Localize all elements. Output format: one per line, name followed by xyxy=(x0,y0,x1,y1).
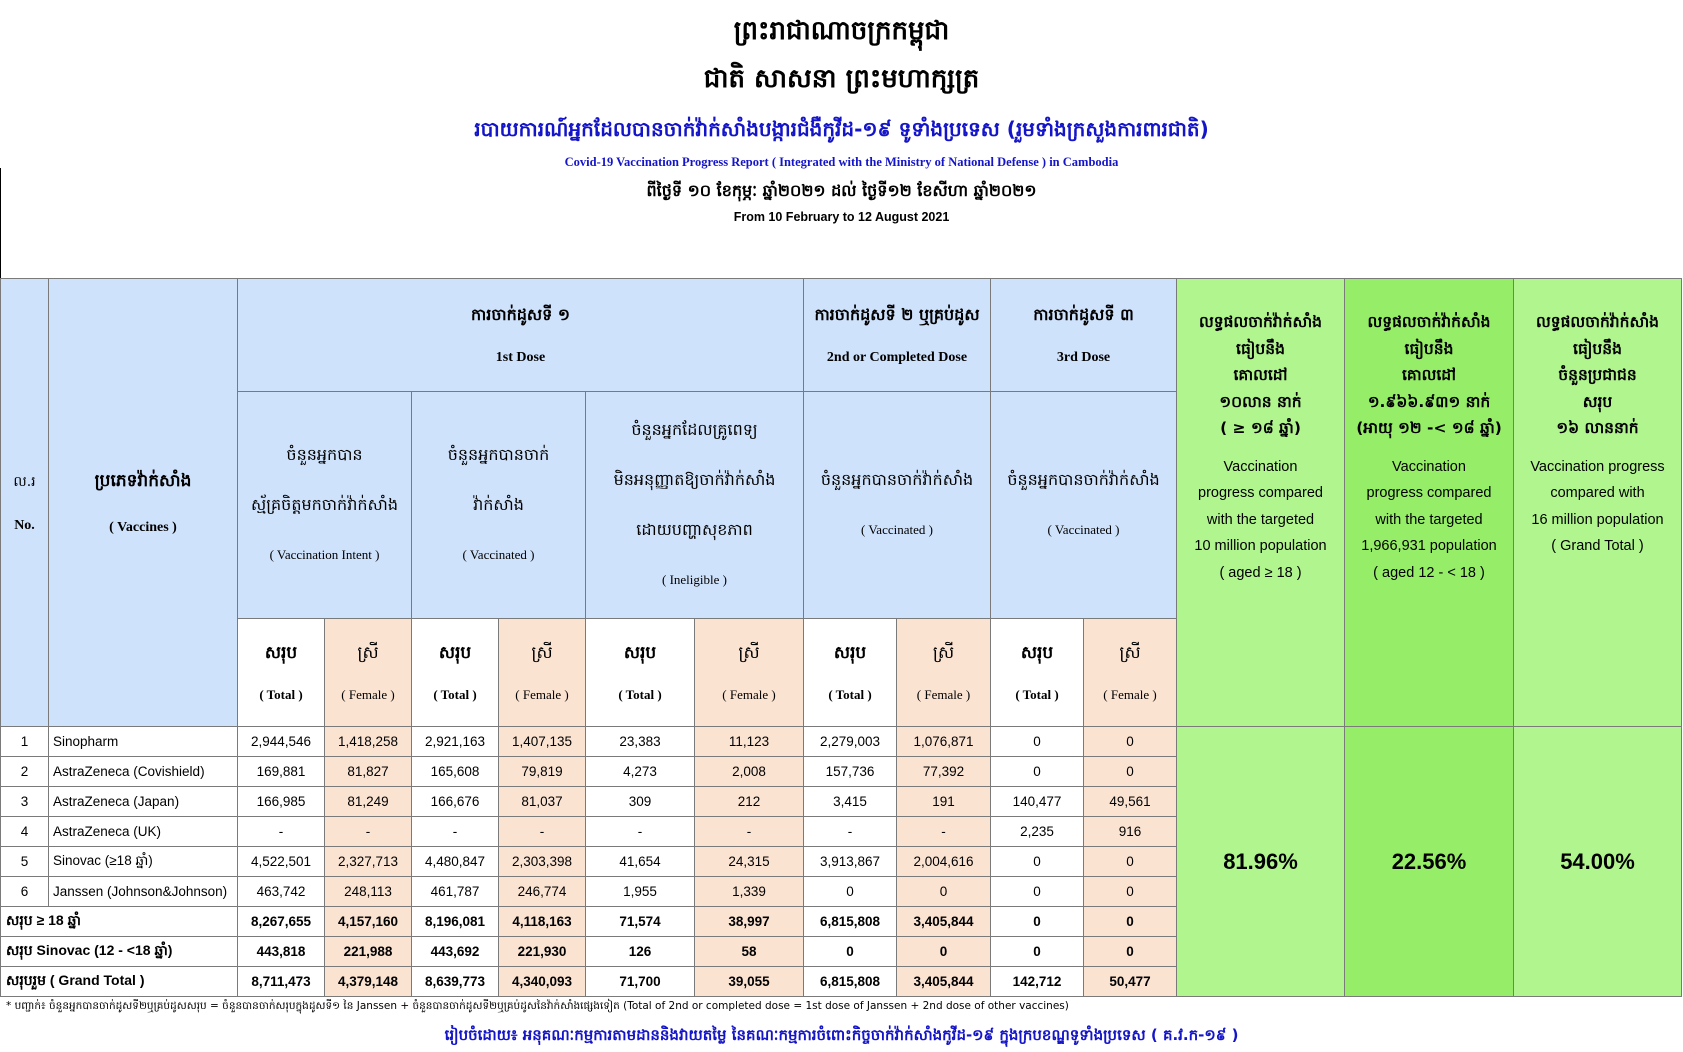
prepared-by-footer: រៀបចំដោយ៖ អនុគណៈកម្មការតាមដាននិងវាយតម្លៃ នៃគណៈកម្មការចំពោះកិច្ចចាក់វ៉ាក់សាំងកូវីដ-១៩ ក្នុងក្របខណ្ឌទូទាំងប្រទេស ( គ.វ.ក-១៩ ) xyxy=(444,1026,1239,1044)
table-cell: 50,477 xyxy=(1084,967,1177,997)
header-female xyxy=(897,619,991,727)
progress-adult-en-3: with the targeted xyxy=(1206,511,1315,528)
report-title-en: Covid-19 Vaccination Progress Report ( Integrated with the Ministry of National Defense ) in Cambodia xyxy=(564,155,1119,169)
table-row xyxy=(1,727,1682,757)
table-cell: 2,279,003 xyxy=(804,727,897,757)
report-title-kh: របាយការណ៍អ្នកដែលបានចាក់វ៉ាក់សាំងបង្ការជំងឺកូវីដ-១៩ ទូទាំងប្រទេស (រួមទាំងក្រសួងការពារជាតិ) xyxy=(474,117,1209,141)
progress-adult-kh-4: ១០លាន នាក់ xyxy=(1219,392,1302,411)
table-cell: 4,480,847 xyxy=(412,847,499,877)
table-cell: 246,774 xyxy=(499,877,586,907)
header-dose1 xyxy=(238,279,804,392)
table-cell: 443,818 xyxy=(238,937,325,967)
total-label: សរុប Sinovac (12 - <18 ឆ្នាំ) xyxy=(1,937,238,967)
table-cell: 3,405,844 xyxy=(897,907,991,937)
table-cell: 4,340,093 xyxy=(499,967,586,997)
header-female-en: ( Female ) xyxy=(722,687,776,702)
table-cell: 166,985 xyxy=(238,787,325,817)
header-female-kh: ស្រី xyxy=(531,643,553,663)
table-cell: - xyxy=(804,817,897,847)
table-cell: 0 xyxy=(991,907,1084,937)
table-cell: 1,076,871 xyxy=(897,727,991,757)
table-cell: - xyxy=(695,817,804,847)
table-cell: 463,742 xyxy=(238,877,325,907)
header-total-kh: សរុប xyxy=(1020,643,1054,663)
header-female-en: ( Female ) xyxy=(515,687,569,702)
table-cell: 4,379,148 xyxy=(325,967,412,997)
header-total-en: ( Total ) xyxy=(433,687,477,702)
progress-adult-kh-3: គោលដៅ xyxy=(1233,366,1288,384)
header-vaccinated-dose1-kh-2: វ៉ាក់សាំង xyxy=(473,495,524,514)
progress-youth-kh-4: ១.៩៦៦.៩៣១ នាក់ xyxy=(1367,392,1491,411)
progress-value-total: 54.00% xyxy=(1514,727,1682,997)
table-cell: 8,639,773 xyxy=(412,967,499,997)
header-vaccinated-dose3-kh: ចំនួនអ្នកបានចាក់វ៉ាក់សាំង xyxy=(1007,470,1160,489)
header-female-en: ( Female ) xyxy=(341,687,395,702)
progress-total-en-3: 16 million population xyxy=(1531,511,1664,528)
header-female-en: ( Female ) xyxy=(916,687,971,702)
header-total-kh: សរុប xyxy=(833,643,867,663)
table-cell: - xyxy=(412,817,499,847)
progress-youth-kh-5: (អាយុ ១២ -< ១៨ ឆ្នាំ) xyxy=(1356,419,1502,437)
table-cell: 0 xyxy=(897,937,991,967)
table-cell: 0 xyxy=(991,937,1084,967)
progress-total-en-2: compared with xyxy=(1550,485,1645,501)
header-dose3-en: 3rd Dose xyxy=(1056,350,1111,365)
header-progress-youth xyxy=(1345,279,1514,727)
progress-youth-kh-2: ធៀបនឹង xyxy=(1404,339,1454,358)
table-cell: 23,383 xyxy=(586,727,695,757)
progress-youth-en-3: with the targeted xyxy=(1375,511,1483,528)
date-range-en: From 10 February to 12 August 2021 xyxy=(733,210,950,224)
header-vaccinated-dose2-en: ( Vaccinated ) xyxy=(861,522,933,537)
header-female-kh: ស្រី xyxy=(1119,643,1141,663)
vaccine-name: AstraZeneca (Covishield) xyxy=(49,757,238,787)
table-cell: 2,921,163 xyxy=(412,727,499,757)
header-female-en: ( Female ) xyxy=(1103,687,1157,702)
header-vaccinated-dose2-kh: ចំនួនអ្នកបានចាក់វ៉ាក់សាំង xyxy=(820,470,974,489)
footnote: * បញ្ជាក់៖ ចំនួនអ្នកបានចាក់ដូសទី២ឬគ្រប់ដូសសរុប = ចំនួនបានចាក់សរុបក្នុងដូសទី១ នៃ Janssen + ចំនួនបានចាក់ដូសទី២ឬគ្រប់ដូសនៃវ៉ាក់សាំងផ្សេងទៀត (Total of 2nd or completed dose = 1st dose of Janssen + 2nd dose of other vaccines) xyxy=(6,1000,1069,1012)
table-cell: 1,955 xyxy=(586,877,695,907)
vaccine-name: Sinopharm xyxy=(49,727,238,757)
table-cell: 0 xyxy=(991,877,1084,907)
header-female xyxy=(695,619,804,727)
progress-youth-en-5: ( aged 12 - < 18 ) xyxy=(1373,564,1485,581)
header-vaccinated-dose1 xyxy=(412,392,586,619)
progress-youth-en-1: Vaccination xyxy=(1392,458,1466,475)
table-cell: 157,736 xyxy=(804,757,897,787)
header-progress-adult xyxy=(1177,279,1345,727)
table-cell: 39,055 xyxy=(695,967,804,997)
table-cell: 1,418,258 xyxy=(325,727,412,757)
table-cell: 41,654 xyxy=(586,847,695,877)
table-cell: 79,819 xyxy=(499,757,586,787)
table-cell: 166,676 xyxy=(412,787,499,817)
progress-adult-kh-1: លទ្ធផលចាក់វ៉ាក់សាំង xyxy=(1199,313,1322,331)
header-female xyxy=(325,619,412,727)
table-cell: - xyxy=(499,817,586,847)
progress-adult-kh-2: ធៀបនឹង xyxy=(1236,339,1285,358)
table-cell: 81,037 xyxy=(499,787,586,817)
header-intent-en: ( Vaccination Intent ) xyxy=(269,547,380,562)
row-number: 2 xyxy=(1,757,49,787)
header-vaccinated-dose1-kh-1: ចំនួនអ្នកបានចាក់ xyxy=(447,445,550,464)
progress-total-en-4: ( Grand Total ) xyxy=(1551,538,1644,554)
table-cell: 71,700 xyxy=(586,967,695,997)
table-cell: 212 xyxy=(695,787,804,817)
total-label: សរុប ≥ 18 ឆ្នាំ xyxy=(1,907,238,937)
header-female xyxy=(1084,619,1177,727)
table-cell: 3,913,867 xyxy=(804,847,897,877)
header-no-kh: ល.រ xyxy=(13,473,36,490)
table-cell: 916 xyxy=(1084,817,1177,847)
header-vaccines xyxy=(49,279,238,727)
table-cell: 1,339 xyxy=(695,877,804,907)
table-cell: 4,157,160 xyxy=(325,907,412,937)
motto-heading: ជាតិ សាសនា ព្រះមហាក្សត្រ xyxy=(703,64,980,94)
table-cell: 2,235 xyxy=(991,817,1084,847)
header-dose1-kh: ការចាក់ដូសទី ១ xyxy=(471,305,570,324)
row-number: 4 xyxy=(1,817,49,847)
progress-adult-en-4: 10 million population xyxy=(1194,538,1327,554)
progress-total-kh-4: សរុប xyxy=(1582,392,1613,411)
header-vaccinated-dose3 xyxy=(991,392,1177,619)
header-total-en: ( Total ) xyxy=(828,687,872,702)
header-ineligible-en: ( Ineligible ) xyxy=(662,572,727,587)
table-cell: 4,522,501 xyxy=(238,847,325,877)
table-cell: 38,997 xyxy=(695,907,804,937)
table-cell: 0 xyxy=(1084,877,1177,907)
header-total xyxy=(412,619,499,727)
table-cell: 309 xyxy=(586,787,695,817)
header-dose3-kh: ការចាក់ដូសទី ៣ xyxy=(1033,305,1134,324)
header-dose2 xyxy=(804,279,991,392)
table-cell: 248,113 xyxy=(325,877,412,907)
table-cell: 0 xyxy=(1084,907,1177,937)
vaccine-name: AstraZeneca (UK) xyxy=(49,817,238,847)
header-female xyxy=(499,619,586,727)
progress-total-kh-5: ១៦ លាននាក់ xyxy=(1556,419,1639,437)
progress-adult-en-2: progress compared xyxy=(1198,485,1323,501)
header-total-kh: សរុប xyxy=(264,643,298,663)
table-body xyxy=(1,727,1682,997)
row-number: 6 xyxy=(1,877,49,907)
header-dose3 xyxy=(991,279,1177,392)
table-cell: 3,405,844 xyxy=(897,967,991,997)
header-total-en: ( Total ) xyxy=(618,687,662,702)
header-total xyxy=(238,619,325,727)
table-cell: 126 xyxy=(586,937,695,967)
table-cell: 221,930 xyxy=(499,937,586,967)
progress-adult-kh-5: ( ≥ ១៨ ឆ្នាំ) xyxy=(1220,419,1301,437)
progress-total-kh-1: លទ្ធផលចាក់វ៉ាក់សាំង xyxy=(1536,313,1659,331)
vaccine-name: AstraZeneca (Japan) xyxy=(49,787,238,817)
header-no-en: No. xyxy=(14,517,35,533)
header-progress-total xyxy=(1514,279,1682,727)
header-vaccinated-dose1-en: ( Vaccinated ) xyxy=(462,547,535,562)
row-number: 1 xyxy=(1,727,49,757)
progress-youth-en-2: progress compared xyxy=(1366,485,1492,501)
progress-youth-kh-1: លទ្ធផលចាក់វ៉ាក់សាំង xyxy=(1367,313,1491,331)
table-cell: 142,712 xyxy=(991,967,1084,997)
table-cell: 49,561 xyxy=(1084,787,1177,817)
table-cell: 2,944,546 xyxy=(238,727,325,757)
table-cell: 0 xyxy=(1084,757,1177,787)
date-range-kh: ពីថ្ងៃទី ១០ ខែកុម្ភៈ ឆ្នាំ២០២១ ដល់ ថ្ងៃទី១២ ខែសីហា ឆ្នាំ២០២១ xyxy=(646,181,1037,200)
vaccine-name: Janssen (Johnson&Johnson) xyxy=(49,877,238,907)
table-cell: 0 xyxy=(1084,727,1177,757)
table-cell: 24,315 xyxy=(695,847,804,877)
table-cell: 3,415 xyxy=(804,787,897,817)
table-cell: 443,692 xyxy=(412,937,499,967)
header-total xyxy=(586,619,695,727)
table-cell: 6,815,808 xyxy=(804,967,897,997)
header-dose2-en: 2nd or Completed Dose xyxy=(826,350,968,365)
header-vaccinated-dose2 xyxy=(804,392,991,619)
header-intent-kh-2: ស្ម័គ្រចិត្តមកចាក់វ៉ាក់សាំង xyxy=(251,495,398,514)
header-total-kh: សរុប xyxy=(623,643,657,663)
progress-adult-en-5: ( aged ≥ 18 ) xyxy=(1219,564,1302,581)
header-total-en: ( Total ) xyxy=(259,687,303,702)
table-cell: 461,787 xyxy=(412,877,499,907)
table-cell: 0 xyxy=(1084,847,1177,877)
header-vaccinated-dose3-en: ( Vaccinated ) xyxy=(1047,522,1120,537)
table-cell: - xyxy=(325,817,412,847)
table-cell: 191 xyxy=(897,787,991,817)
header-intent-kh-1: ចំនួនអ្នកបាន xyxy=(286,445,363,464)
table-cell: 0 xyxy=(897,877,991,907)
table-cell: 0 xyxy=(991,727,1084,757)
header-total xyxy=(991,619,1084,727)
progress-youth-en-4: 1,966,931 population xyxy=(1361,538,1497,554)
table-cell: 0 xyxy=(804,877,897,907)
table-cell: 165,608 xyxy=(412,757,499,787)
table-cell: 58 xyxy=(695,937,804,967)
table-cell: 11,123 xyxy=(695,727,804,757)
header-ineligible-kh-1: ចំនួនអ្នកដែលគ្រូពេទ្យ xyxy=(631,420,758,439)
table-cell: 140,477 xyxy=(991,787,1084,817)
progress-total-kh-2: ធៀបនឹង xyxy=(1573,339,1622,358)
table-cell: 2,303,398 xyxy=(499,847,586,877)
progress-value-youth: 22.56% xyxy=(1345,727,1514,997)
table-cell: 71,574 xyxy=(586,907,695,937)
table-cell: 2,004,616 xyxy=(897,847,991,877)
table-cell: 8,196,081 xyxy=(412,907,499,937)
header-ineligible xyxy=(586,392,804,619)
progress-youth-kh-3: គោលដៅ xyxy=(1401,366,1457,384)
header-dose2-kh: ការចាក់ដូសទី ២ ឬគ្រប់ដូស xyxy=(814,305,980,324)
table-cell: 77,392 xyxy=(897,757,991,787)
vaccine-name: Sinovac (≥18 ឆ្នាំ) xyxy=(49,847,238,877)
header-dose1-en: 1st Dose xyxy=(495,350,546,365)
header-no xyxy=(1,279,49,727)
header-total-en: ( Total ) xyxy=(1015,687,1059,702)
table-cell: 4,273 xyxy=(586,757,695,787)
header-total xyxy=(804,619,897,727)
header-female-kh: ស្រី xyxy=(932,643,955,663)
table-cell: 0 xyxy=(991,757,1084,787)
header-female-kh: ស្រី xyxy=(357,643,379,663)
row-number: 5 xyxy=(1,847,49,877)
vaccination-table xyxy=(0,278,1682,997)
progress-value-adult: 81.96% xyxy=(1177,727,1345,997)
table-cell: 1,407,135 xyxy=(499,727,586,757)
row-number: 3 xyxy=(1,787,49,817)
table-cell: 0 xyxy=(1084,937,1177,967)
progress-total-kh-3: ចំនួនប្រជាជន xyxy=(1558,366,1637,384)
table-cell: - xyxy=(238,817,325,847)
table-cell: 6,815,808 xyxy=(804,907,897,937)
table-cell: 0 xyxy=(991,847,1084,877)
table-cell: 81,827 xyxy=(325,757,412,787)
table-cell: 0 xyxy=(804,937,897,967)
table-cell: - xyxy=(897,817,991,847)
table-cell: 221,988 xyxy=(325,937,412,967)
header-female-kh: ស្រី xyxy=(738,643,760,663)
header-intent xyxy=(238,392,412,619)
header-vaccines-en: ( Vaccines ) xyxy=(109,519,177,535)
table-cell: 8,711,473 xyxy=(238,967,325,997)
table-cell: 169,881 xyxy=(238,757,325,787)
table-cell: - xyxy=(586,817,695,847)
progress-adult-en-1: Vaccination xyxy=(1223,458,1298,475)
table-cell: 2,008 xyxy=(695,757,804,787)
progress-total-en-1: Vaccination progress xyxy=(1530,458,1665,475)
header-ineligible-kh-3: ដោយបញ្ហាសុខភាព xyxy=(636,520,753,539)
left-border-line xyxy=(0,168,1,278)
header-total-kh: សរុប xyxy=(438,643,472,663)
header-vaccines-kh: ប្រភេទវ៉ាក់សាំង xyxy=(94,470,192,491)
total-label: សរុបរួម ( Grand Total ) xyxy=(1,967,238,997)
table-cell: 8,267,655 xyxy=(238,907,325,937)
table-cell: 4,118,163 xyxy=(499,907,586,937)
table-cell: 81,249 xyxy=(325,787,412,817)
header-ineligible-kh-2: មិនអនុញ្ញាតឱ្យចាក់វ៉ាក់សាំង xyxy=(613,470,776,489)
table-cell: 2,327,713 xyxy=(325,847,412,877)
kingdom-heading: ព្រះរាជាណាចក្រកម្ពុជា xyxy=(733,16,950,46)
